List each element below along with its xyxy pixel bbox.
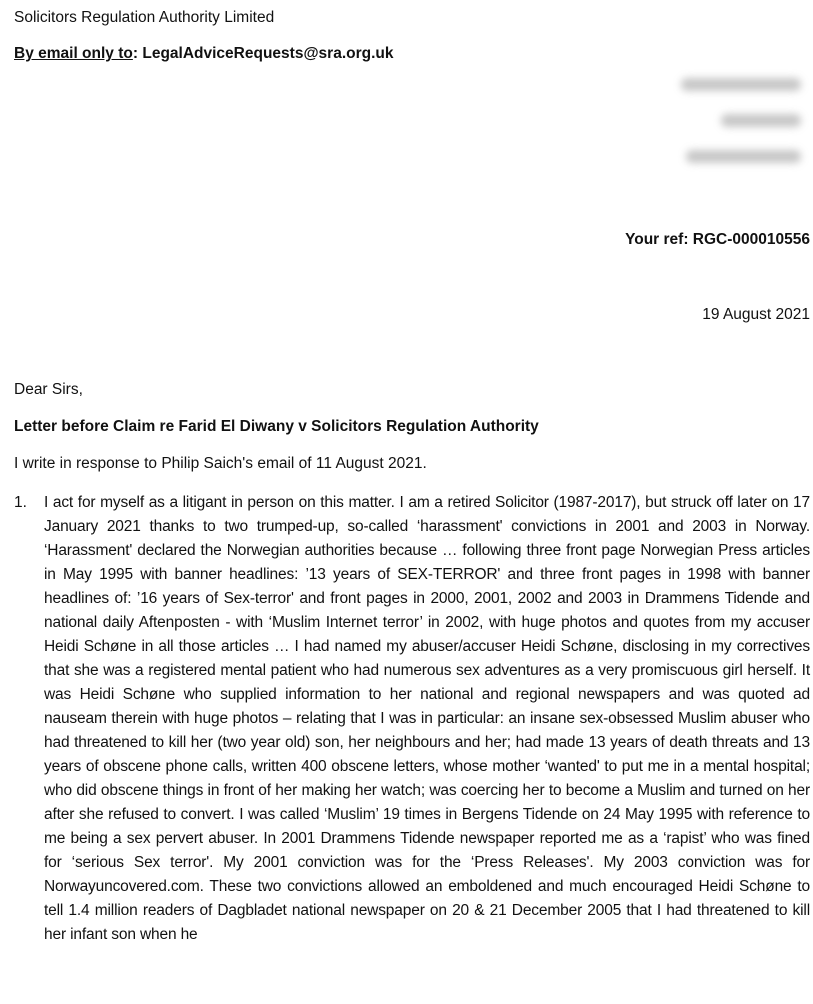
intro-sentence: I write in response to Philip Saich's email of 11 August 2021.	[14, 455, 427, 472]
addressee: Solicitors Regulation Authority Limited	[14, 9, 275, 26]
letter-date: 19 August 2021	[702, 306, 810, 323]
your-reference: Your ref: RGC-000010556	[625, 231, 810, 248]
paragraph-number: 1.	[14, 494, 27, 511]
redacted-address-line	[686, 150, 801, 163]
paragraph-text: I act for myself as a litigant in person on this matter. I am a retired Solicitor (1987-2017), but struck off later on 17 January 2021 thanks to two trumped-up, so-called ‘harassment' convictions in 2001 and 2003 in Norway. ‘Harassment' declared the Norwegian authorities because … following three front page Norwegian Press articles in May 1995 with banner headlines: ’13 years of SEX-TERROR' and three front pages in 1998 with banner headlines of: ’16 years of Sex-terror' and front pages in 2000, 2001, 2002 and 2003 in Drammens Tidende and national daily Aftenposten - with ‘Muslim Internet terror’ in 2002, with huge photos and quotes from my accuser Heidi Schøne in all those articles … I had named my abuser/accuser Heidi Schøne, disclosing in my correctives that she was a registered mental patient who had numerous sex adventures as a very promiscuous girl herself. It was Heidi Schøne who supplied information to her national and regional newspapers and was quoted ad nauseam therein with huge photos – relating that I was in particular: an insane sex-obsessed Muslim abuser who had threatened to kill her (two year old) son, her neighbours and her; had made 13 years of death threats and 13 years of obscene phone calls, written 400 obscene letters, whose mother ‘wanted' to put me in a mental hospital; who did obscene things in front of her making her watch; was coercing her to become a Muslim and turned on her after she refused to convert. I was called ‘Muslim’ 19 times in Bergens Tidende on 24 May 1995 with reference to me being a sex pervert abuser. In 2001 Drammens Tidende newspaper reported me as a ‘rapist’ who was fined for ‘serious Sex terror'. My 2001 conviction was for the ‘Press Releases'. My 2003 conviction was for Norwayuncovered.com. These two convictions allowed an emboldened and much encouraged Heidi Schøne to tell 1.4 million readers of Dagbladet national newspaper on 20 & 21 December 2005 that I had threatened to kill her infant son when he	[44, 494, 810, 943]
email-address: LegalAdviceRequests@sra.org.uk	[138, 45, 394, 62]
redacted-address-line	[681, 78, 801, 91]
email-separator: :	[132, 45, 139, 62]
email-lead: By email only to	[14, 45, 133, 62]
salutation: Dear Sirs,	[14, 381, 83, 398]
numbered-paragraph	[14, 491, 810, 947]
redacted-address-line	[721, 114, 801, 127]
email-line	[14, 42, 394, 66]
redacted-sender-address	[661, 78, 801, 186]
subject-line: Letter before Claim re Farid El Diwany v Solicitors Regulation Authority	[14, 418, 539, 435]
